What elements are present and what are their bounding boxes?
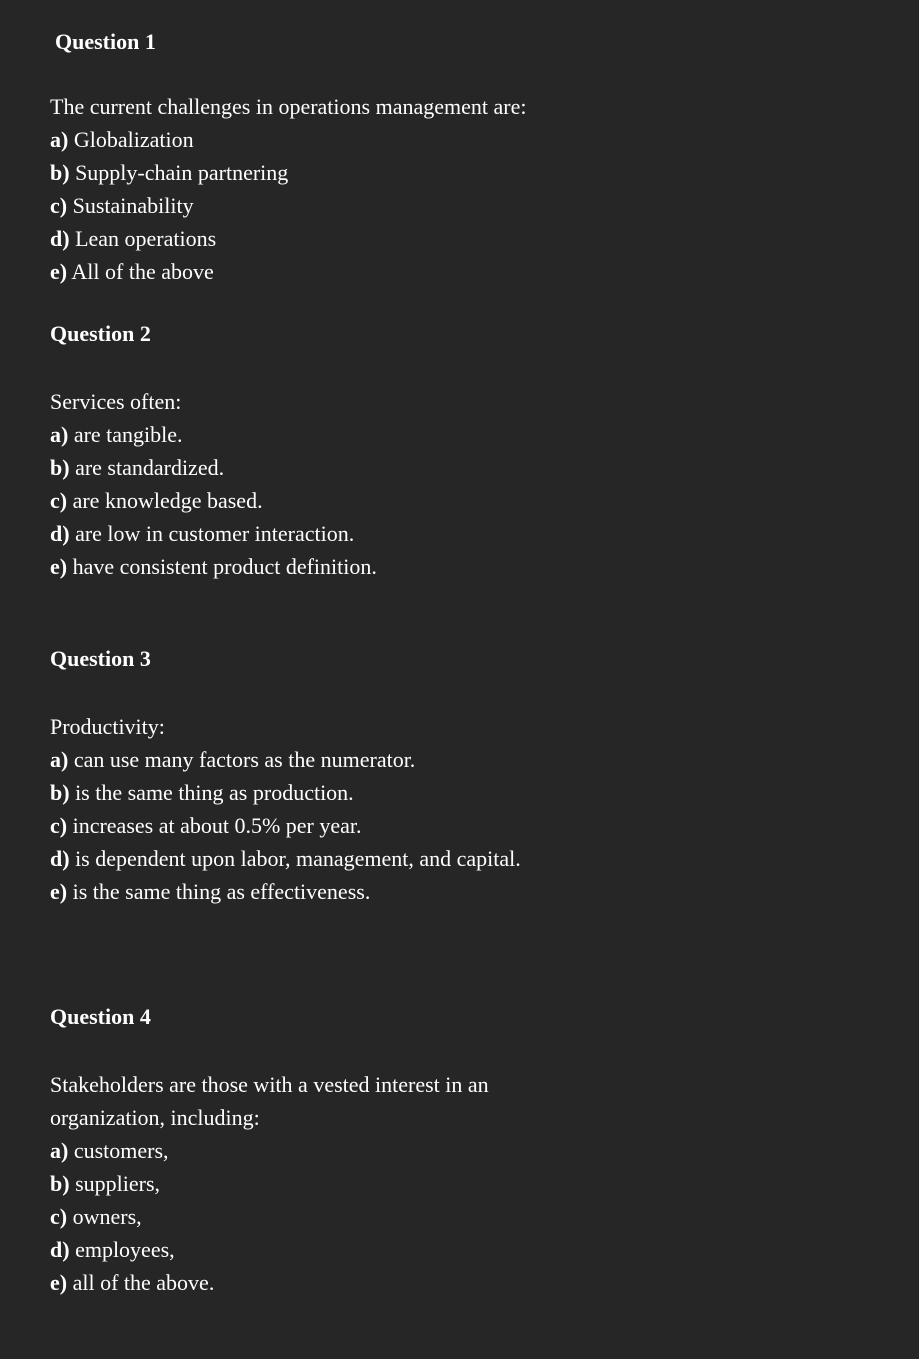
answer-options (50, 743, 570, 908)
answer-option-d (50, 517, 570, 550)
answer-option-a (50, 743, 570, 776)
option-text: All of the above (71, 259, 214, 284)
option-letter: a) (50, 127, 69, 152)
option-text: are standardized. (75, 455, 225, 480)
option-letter: a) (50, 422, 69, 447)
answer-option-b (50, 156, 570, 189)
option-letter: e) (50, 1270, 68, 1295)
answer-option-e (50, 1266, 570, 1299)
answer-option-b (50, 451, 570, 484)
question-prompt: Productivity: (50, 714, 165, 739)
option-letter: a) (50, 1138, 69, 1163)
question-prompt: The current challenges in operations management are: (50, 94, 527, 119)
option-text: increases at about 0.5% per year. (72, 813, 362, 838)
answer-option-c (50, 809, 570, 842)
option-text: Sustainability (72, 193, 194, 218)
answer-option-b (50, 1167, 570, 1200)
question-prompt: Stakeholders are those with a vested interest in an organization, including: (50, 1072, 489, 1130)
answer-option-b (50, 776, 570, 809)
option-letter: b) (50, 455, 70, 480)
option-letter: c) (50, 813, 68, 838)
option-text: owners, (72, 1204, 142, 1229)
option-text: Supply-chain partnering (75, 160, 289, 185)
option-text: Globalization (73, 127, 194, 152)
option-text: is the same thing as production. (75, 780, 354, 805)
option-letter: e) (50, 554, 68, 579)
answer-option-e (50, 875, 570, 908)
option-text: employees, (75, 1237, 175, 1262)
question-4 (50, 1003, 570, 1299)
question-2 (50, 320, 570, 583)
answer-option-e (50, 550, 570, 583)
option-text: customers, (73, 1138, 169, 1163)
option-letter: c) (50, 193, 68, 218)
option-letter: b) (50, 1171, 70, 1196)
option-letter: e) (50, 879, 68, 904)
option-text: can use many factors as the numerator. (73, 747, 416, 772)
answer-option-c (50, 484, 570, 517)
option-letter: c) (50, 1204, 68, 1229)
option-text: are knowledge based. (72, 488, 263, 513)
answer-option-d (50, 222, 570, 255)
option-letter: d) (50, 846, 70, 871)
answer-option-d (50, 842, 570, 875)
option-text: are tangible. (73, 422, 183, 447)
option-letter: c) (50, 488, 68, 513)
answer-options (50, 123, 570, 288)
answer-option-c (50, 189, 570, 222)
answer-options (50, 1134, 570, 1299)
option-letter: a) (50, 747, 69, 772)
question-prompt: Services often: (50, 389, 182, 414)
option-letter: d) (50, 521, 70, 546)
question-3 (50, 645, 570, 908)
answer-options (50, 418, 570, 583)
answer-option-d (50, 1233, 570, 1266)
question-title: Question 4 (50, 1004, 151, 1029)
option-text: is the same thing as effectiveness. (72, 879, 371, 904)
answer-option-a (50, 123, 570, 156)
option-letter: b) (50, 160, 70, 185)
option-text: Lean operations (75, 226, 217, 251)
option-text: are low in customer interaction. (75, 521, 355, 546)
option-text: is dependent upon labor, management, and capital. (75, 846, 521, 871)
option-text: have consistent product definition. (72, 554, 377, 579)
option-text: suppliers, (75, 1171, 161, 1196)
answer-option-e (50, 255, 570, 288)
answer-option-c (50, 1200, 570, 1233)
option-text: all of the above. (72, 1270, 215, 1295)
option-letter: b) (50, 780, 70, 805)
question-title: Question 3 (50, 646, 151, 671)
option-letter: e) (50, 259, 68, 284)
question-1 (50, 28, 570, 288)
answer-option-a (50, 1134, 570, 1167)
question-title: Question 1 (55, 29, 156, 54)
option-letter: d) (50, 1237, 70, 1262)
option-letter: d) (50, 226, 70, 251)
answer-option-a (50, 418, 570, 451)
question-title: Question 2 (50, 321, 151, 346)
